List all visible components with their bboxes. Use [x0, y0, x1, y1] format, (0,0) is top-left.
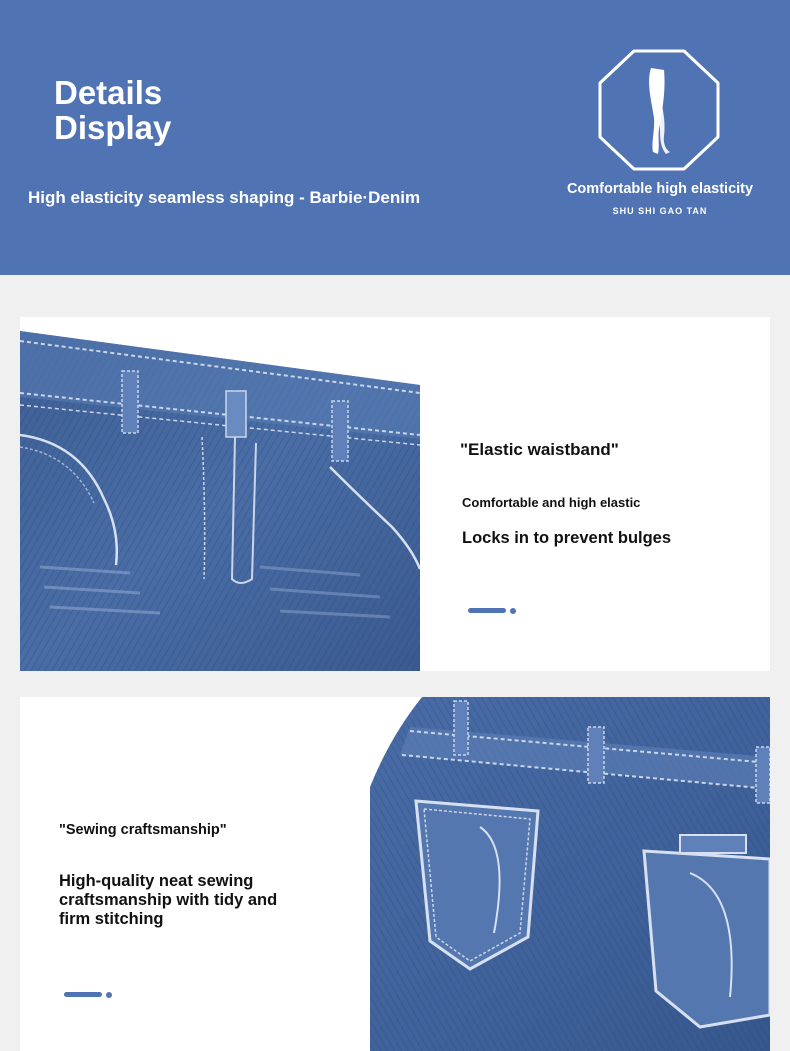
divider-dash	[64, 992, 102, 997]
divider-dot	[510, 608, 516, 614]
sewing-description: High-quality neat sewing craftsmanship with tidy and firm stitching	[59, 872, 278, 928]
denim-waistband-front-photo	[20, 317, 420, 671]
decorative-divider	[64, 986, 112, 1004]
banner-title: Details Display	[54, 74, 172, 146]
denim-back-pockets-photo	[370, 697, 770, 1051]
waistband-heading: "Elastic waistband"	[460, 440, 619, 459]
badge-pinyin: SHU SHI GAO TAN	[612, 206, 708, 216]
waistband-description: Locks in to prevent bulges	[462, 529, 672, 547]
divider-dash	[468, 608, 506, 613]
leg-icon	[596, 48, 722, 172]
waistband-subheading: Comfortable and high elastic	[462, 495, 641, 510]
sewing-heading: "Sewing craftsmanship"	[59, 822, 227, 838]
badge-label: Comfortable high elasticity	[566, 181, 754, 197]
decorative-divider	[468, 602, 516, 620]
divider-dot	[106, 992, 112, 998]
banner-subtitle: High elasticity seamless shaping - Barbie·Denim	[28, 188, 421, 207]
details-banner	[0, 0, 790, 275]
